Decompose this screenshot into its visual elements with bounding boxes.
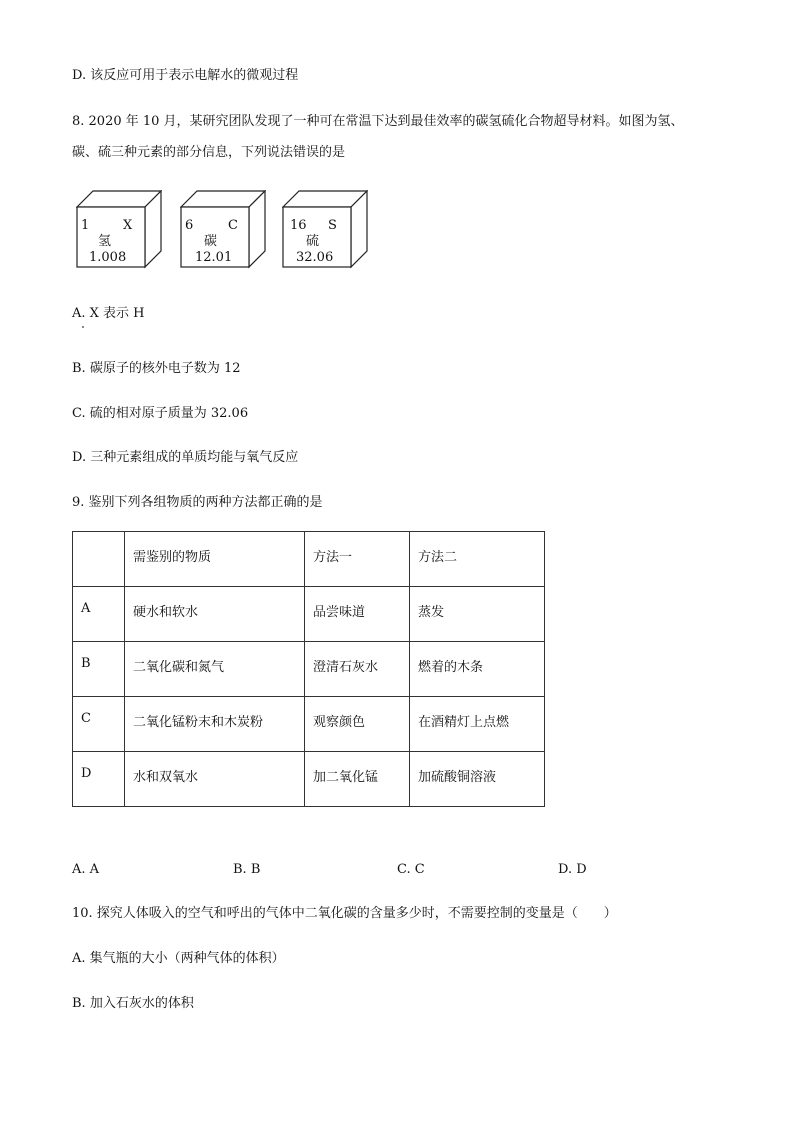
table-cell: 二氧化锰粉末和木炭粉 — [125, 697, 305, 752]
table-cell: 硬水和软水 — [125, 587, 305, 642]
q8-stem-line1: 8. 2020 年 10 月，某研究团队发现了一种可在常温下达到最佳效率的碳氢硫化合物超导材料。如图为氢、 — [72, 114, 684, 129]
q9-option-d: D. D — [558, 862, 587, 877]
atomic-mass: 1.008 — [89, 250, 127, 265]
table-cell: D — [73, 752, 125, 807]
table-cell: 水和双氧水 — [125, 752, 305, 807]
q8-stem-line2: 碳、硫三种元素的部分信息，下列说法错误的是 — [72, 145, 346, 160]
atomic-number: 1 — [81, 218, 90, 233]
q9-stem: 9. 鉴别下列各组物质的两种方法都正确的是 — [72, 495, 323, 510]
table-cell: C — [73, 697, 125, 752]
table-row — [73, 642, 545, 697]
table-header-cell: 需鉴别的物质 — [125, 532, 305, 587]
table-header-cell: 方法一 — [305, 532, 410, 587]
element-name: 碳 — [204, 234, 218, 249]
element-name: 氢 — [98, 234, 112, 249]
table-row — [73, 697, 545, 752]
q10-option-a: A. 集气瓶的大小（两种气体的体积） — [72, 951, 285, 966]
table-row — [73, 587, 545, 642]
q8-option-c: C. 硫的相对原子质量为 32.06 — [72, 406, 249, 421]
table-header-cell: 方法二 — [410, 532, 545, 587]
table-cell: 燃着的木条 — [410, 642, 545, 697]
atomic-number: 6 — [185, 218, 194, 233]
atomic-mass: 32.06 — [296, 250, 334, 265]
table-row — [73, 752, 545, 807]
stray-dot — [82, 326, 84, 328]
table-cell: B — [73, 642, 125, 697]
table-cell: 观察颜色 — [305, 697, 410, 752]
q8-option-b: B. 碳原子的核外电子数为 12 — [72, 361, 241, 376]
table-cell: 品尝味道 — [305, 587, 410, 642]
q9-option-b: B. B — [233, 862, 261, 877]
table-cell: 加硫酸铜溶液 — [410, 752, 545, 807]
table-header-row — [73, 532, 545, 587]
table-cell: 二氧化碳和氮气 — [125, 642, 305, 697]
q9-option-a: A. A — [72, 862, 100, 877]
table-header-cell — [73, 532, 125, 587]
table-cell: A — [73, 587, 125, 642]
element-symbol: X — [123, 218, 133, 233]
atomic-number: 16 — [290, 218, 307, 233]
element-symbol: C — [228, 218, 238, 233]
table-cell: 在酒精灯上点燃 — [410, 697, 545, 752]
element-symbol: S — [328, 218, 337, 233]
q10-option-b: B. 加入石灰水的体积 — [72, 996, 194, 1011]
table-cell: 澄清石灰水 — [305, 642, 410, 697]
table-cell: 加二氧化锰 — [305, 752, 410, 807]
q7-option-d: D. 该反应可用于表示电解水的微观过程 — [72, 68, 299, 83]
q9-option-c: C. C — [397, 862, 425, 877]
q8-option-a: A. X 表示 H — [72, 306, 145, 321]
q10-stem: 10. 探究人体吸入的空气和呼出的气体中二氧化碳的含量多少时，不需要控制的变量是（ ） — [72, 906, 617, 921]
table-cell: 蒸发 — [410, 587, 545, 642]
q8-option-d: D. 三种元素组成的单质均能与氧气反应 — [72, 450, 299, 465]
element-name: 硫 — [306, 234, 320, 249]
q9-table — [72, 531, 545, 807]
atomic-mass: 12.01 — [195, 250, 233, 265]
